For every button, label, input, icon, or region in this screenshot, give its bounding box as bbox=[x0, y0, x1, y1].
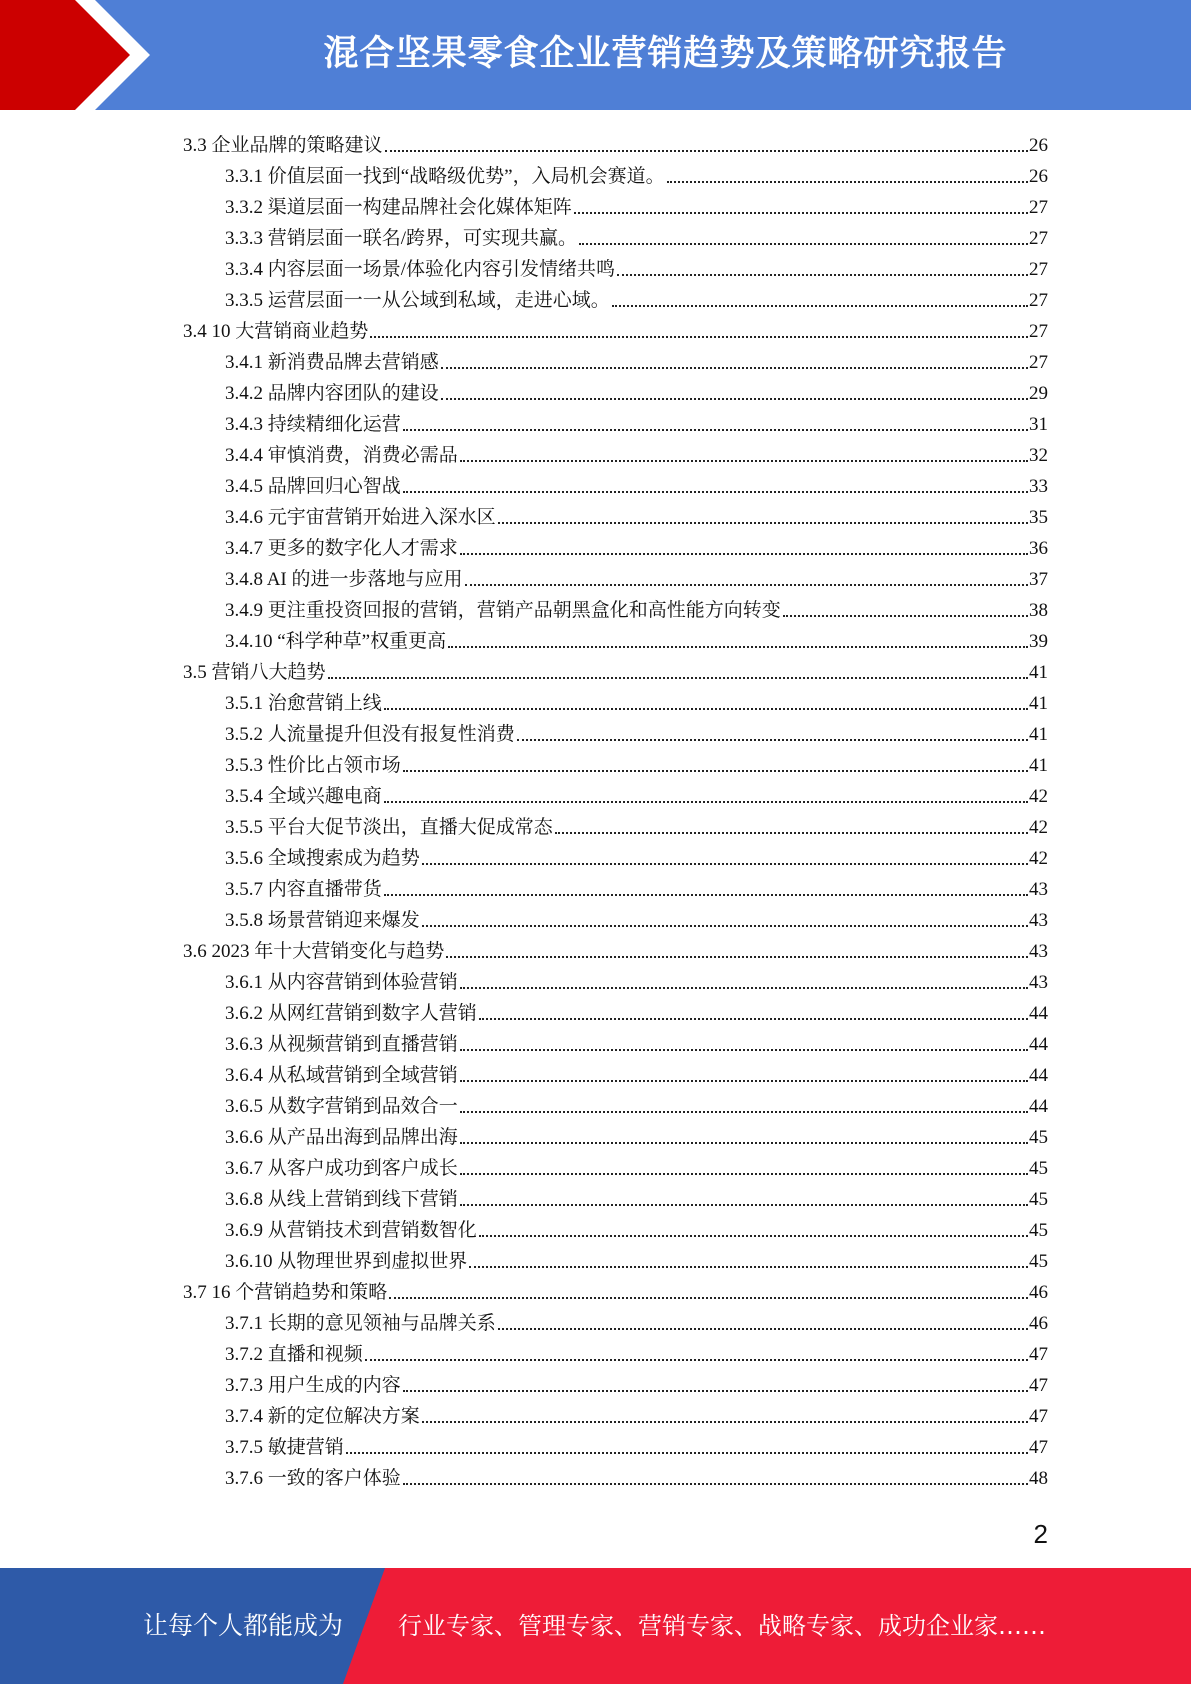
dot-leader bbox=[460, 1173, 1028, 1175]
toc-entry-page: 42 bbox=[1029, 786, 1048, 807]
toc-entry-title: 3.6 2023 年十大营销变化与趋势 bbox=[183, 941, 445, 962]
toc-entry-page: 44 bbox=[1029, 1096, 1048, 1117]
toc-entry[interactable] bbox=[183, 654, 1048, 685]
toc-entry-page: 45 bbox=[1029, 1189, 1048, 1210]
toc-entry-page: 47 bbox=[1029, 1437, 1048, 1458]
toc-entry-title: 3.4.5 品牌回归心智战 bbox=[225, 476, 401, 497]
toc-entry-title: 3.5.5 平台大促节淡出，直播大促成常态 bbox=[225, 817, 553, 838]
toc-entry[interactable] bbox=[183, 127, 1048, 158]
dot-leader bbox=[460, 1049, 1028, 1051]
dot-leader bbox=[579, 243, 1028, 245]
toc-entry[interactable] bbox=[225, 1088, 1048, 1119]
toc-entry-page: 31 bbox=[1029, 414, 1048, 435]
toc-entry-title: 3.4.9 更注重投资回报的营销，营销产品朝黑盒化和高性能方向转变 bbox=[225, 600, 781, 621]
toc-entry-title: 3.4.7 更多的数字化人才需求 bbox=[225, 538, 458, 559]
dot-leader bbox=[498, 1328, 1028, 1330]
dot-leader bbox=[469, 1266, 1028, 1268]
toc-entry[interactable] bbox=[225, 809, 1048, 840]
toc-entry-title: 3.6.10 从物理世界到虚拟世界 bbox=[225, 1251, 468, 1272]
dot-leader bbox=[384, 801, 1028, 803]
toc-entry-title: 3.6.9 从营销技术到营销数智化 bbox=[225, 1220, 477, 1241]
dot-leader bbox=[346, 1452, 1028, 1454]
dot-leader bbox=[385, 150, 1028, 152]
toc-entry[interactable] bbox=[225, 1057, 1048, 1088]
toc-entry[interactable] bbox=[225, 716, 1048, 747]
toc-entry-page: 47 bbox=[1029, 1375, 1048, 1396]
toc-entry-title: 3.5.2 人流量提升但没有报复性消费 bbox=[225, 724, 515, 745]
toc-entry-page: 26 bbox=[1029, 135, 1048, 156]
dot-leader bbox=[517, 739, 1028, 741]
toc-entry-title: 3.7.1 长期的意见领袖与品牌关系 bbox=[225, 1313, 496, 1334]
toc-entry[interactable] bbox=[225, 282, 1048, 313]
page-number: 2 bbox=[1033, 1519, 1048, 1549]
toc-entry-page: 47 bbox=[1029, 1344, 1048, 1365]
toc-entry[interactable] bbox=[225, 406, 1048, 437]
dot-leader bbox=[460, 553, 1028, 555]
toc-entry-title: 3.4 10 大营销商业趋势 bbox=[183, 321, 369, 342]
toc-entry[interactable] bbox=[225, 220, 1048, 251]
toc-entry[interactable] bbox=[225, 778, 1048, 809]
toc-entry-page: 45 bbox=[1029, 1220, 1048, 1241]
dot-leader bbox=[460, 460, 1028, 462]
toc-entry-page: 27 bbox=[1029, 290, 1048, 311]
toc-entry-page: 43 bbox=[1029, 879, 1048, 900]
toc-entry-page: 43 bbox=[1029, 910, 1048, 931]
dot-leader bbox=[403, 1390, 1028, 1392]
toc-entry[interactable] bbox=[225, 902, 1048, 933]
toc-entry[interactable] bbox=[225, 1429, 1048, 1460]
dot-leader bbox=[498, 522, 1028, 524]
toc-entry[interactable] bbox=[225, 375, 1048, 406]
dot-leader bbox=[403, 429, 1028, 431]
dot-leader bbox=[460, 1111, 1028, 1113]
toc-entry[interactable] bbox=[225, 1336, 1048, 1367]
dot-leader bbox=[460, 1142, 1028, 1144]
toc-entry-title: 3.3.3 营销层面一联名/跨界，可实现共赢。 bbox=[225, 228, 578, 249]
toc-entry-title: 3.3.2 渠道层面一构建品牌社会化媒体矩阵 bbox=[225, 197, 572, 218]
report-title: 混合坚果零食企业营销趋势及策略研究报告 bbox=[323, 34, 1008, 74]
dot-leader bbox=[422, 925, 1028, 927]
toc-entry[interactable] bbox=[225, 158, 1048, 189]
toc-entry-page: 32 bbox=[1029, 445, 1048, 466]
toc-entry-page: 42 bbox=[1029, 848, 1048, 869]
toc-entry-title: 3.6.7 从客户成功到客户成长 bbox=[225, 1158, 458, 1179]
toc-entry-title: 3.4.10 “科学种草”权重更高 bbox=[225, 631, 447, 652]
dot-leader bbox=[612, 305, 1028, 307]
toc-entry-page: 29 bbox=[1029, 383, 1048, 404]
toc-entry-page: 45 bbox=[1029, 1127, 1048, 1148]
dot-leader bbox=[422, 1421, 1028, 1423]
dot-leader bbox=[328, 677, 1028, 679]
toc-entry[interactable] bbox=[225, 189, 1048, 220]
dot-leader bbox=[403, 1483, 1028, 1485]
toc-entry-page: 46 bbox=[1029, 1282, 1048, 1303]
toc-entry-title: 3.5.3 性价比占领市场 bbox=[225, 755, 401, 776]
red-chevron-icon bbox=[0, 0, 160, 110]
toc-entry-title: 3.3.5 运营层面一一从公域到私域，走进心域。 bbox=[225, 290, 610, 311]
toc-entry[interactable] bbox=[225, 1026, 1048, 1057]
toc-entry[interactable] bbox=[225, 1119, 1048, 1150]
toc-entry-title: 3.6.6 从产品出海到品牌出海 bbox=[225, 1127, 458, 1148]
toc-entry-page: 33 bbox=[1029, 476, 1048, 497]
toc-entry-page: 41 bbox=[1029, 724, 1048, 745]
toc-entry[interactable] bbox=[183, 1274, 1048, 1305]
dot-leader bbox=[460, 987, 1028, 989]
toc-entry-title: 3.3 企业品牌的策略建议 bbox=[183, 135, 383, 156]
toc-entry-title: 3.5.4 全域兴趣电商 bbox=[225, 786, 382, 807]
toc-entry-page: 41 bbox=[1029, 755, 1048, 776]
toc-entry-page: 45 bbox=[1029, 1251, 1048, 1272]
toc-entry[interactable] bbox=[225, 251, 1048, 282]
dot-leader bbox=[479, 1235, 1028, 1237]
toc-entry-page: 43 bbox=[1029, 972, 1048, 993]
toc-entry[interactable] bbox=[225, 1150, 1048, 1181]
toc-entry-title: 3.4.8 AI 的进一步落地与应用 bbox=[225, 569, 463, 590]
toc-entry-title: 3.5 营销八大趋势 bbox=[183, 662, 326, 683]
toc-entry[interactable] bbox=[225, 1305, 1048, 1336]
footer-slogan-left: 让每个人都能成为 bbox=[143, 1611, 344, 1640]
toc-entry[interactable] bbox=[225, 1212, 1048, 1243]
toc-entry[interactable] bbox=[225, 530, 1048, 561]
toc-entry-page: 38 bbox=[1029, 600, 1048, 621]
toc-entry[interactable] bbox=[225, 437, 1048, 468]
dot-leader bbox=[384, 708, 1028, 710]
toc-entry[interactable] bbox=[225, 685, 1048, 716]
dot-leader bbox=[460, 1080, 1028, 1082]
dot-leader bbox=[479, 1018, 1028, 1020]
toc-entry-title: 3.6.8 从线上营销到线下营销 bbox=[225, 1189, 458, 1210]
toc-entry-title: 3.5.8 场景营销迎来爆发 bbox=[225, 910, 420, 931]
footer-banner bbox=[0, 1568, 1191, 1684]
toc-entry-page: 27 bbox=[1029, 259, 1048, 280]
toc-entry-page: 37 bbox=[1029, 569, 1048, 590]
toc-entry[interactable] bbox=[225, 1367, 1048, 1398]
toc-entry[interactable] bbox=[225, 468, 1048, 499]
dot-leader bbox=[365, 1359, 1028, 1361]
toc-entry-title: 3.4.1 新消费品牌去营销感 bbox=[225, 352, 439, 373]
toc-entry[interactable] bbox=[183, 933, 1048, 964]
toc-entry[interactable] bbox=[225, 561, 1048, 592]
dot-leader bbox=[370, 336, 1028, 338]
toc-entry-page: 39 bbox=[1029, 631, 1048, 652]
toc-entry-page: 44 bbox=[1029, 1065, 1048, 1086]
toc-entry-title: 3.5.6 全域搜索成为趋势 bbox=[225, 848, 420, 869]
dot-leader bbox=[389, 1297, 1028, 1299]
toc-entry-page: 27 bbox=[1029, 352, 1048, 373]
toc-entry-title: 3.6.1 从内容营销到体验营销 bbox=[225, 972, 458, 993]
dot-leader bbox=[465, 584, 1028, 586]
toc-entry-page: 43 bbox=[1029, 941, 1048, 962]
toc-entry-page: 44 bbox=[1029, 1034, 1048, 1055]
toc-entry-title: 3.5.1 治愈营销上线 bbox=[225, 693, 382, 714]
dot-leader bbox=[422, 863, 1028, 865]
toc-entry[interactable] bbox=[225, 840, 1048, 871]
toc-entry-page: 26 bbox=[1029, 166, 1048, 187]
toc-entry[interactable] bbox=[225, 1243, 1048, 1274]
toc-entry[interactable] bbox=[225, 1398, 1048, 1429]
toc-entry-page: 41 bbox=[1029, 693, 1048, 714]
dot-leader bbox=[384, 894, 1028, 896]
toc-entry[interactable] bbox=[225, 1460, 1048, 1491]
toc-entry[interactable] bbox=[225, 592, 1048, 623]
toc-entry-title: 3.7.5 敏捷营销 bbox=[225, 1437, 344, 1458]
toc-entry-title: 3.6.3 从视频营销到直播营销 bbox=[225, 1034, 458, 1055]
dot-leader bbox=[403, 770, 1028, 772]
dot-leader bbox=[460, 1204, 1028, 1206]
dot-leader bbox=[448, 646, 1028, 648]
toc-entry[interactable] bbox=[225, 1181, 1048, 1212]
toc-entry-title: 3.7.4 新的定位解决方案 bbox=[225, 1406, 420, 1427]
toc-entry-title: 3.6.4 从私域营销到全域营销 bbox=[225, 1065, 458, 1086]
toc-entry-title: 3.4.4 审慎消费，消费必需品 bbox=[225, 445, 458, 466]
toc-entry-title: 3.4.2 品牌内容团队的建设 bbox=[225, 383, 439, 404]
toc-entry-page: 27 bbox=[1029, 228, 1048, 249]
toc-entry-page: 48 bbox=[1029, 1468, 1048, 1489]
toc-entry[interactable] bbox=[225, 747, 1048, 778]
toc-entry-title: 3.3.4 内容层面一场景/体验化内容引发情绪共鸣 bbox=[225, 259, 616, 280]
toc-entry-title: 3.7.6 一致的客户体验 bbox=[225, 1468, 401, 1489]
toc-entry-title: 3.3.1 价值层面一找到“战略级优势”，入局机会赛道。 bbox=[225, 166, 665, 187]
footer-slogan-right: 行业专家、管理专家、营销专家、战略专家、成功企业家…… bbox=[398, 1612, 1046, 1640]
toc-entry-page: 46 bbox=[1029, 1313, 1048, 1334]
toc-entry-title: 3.6.2 从网红营销到数字人营销 bbox=[225, 1003, 477, 1024]
toc-entry-title: 3.5.7 内容直播带货 bbox=[225, 879, 382, 900]
toc-entry[interactable] bbox=[225, 499, 1048, 530]
dot-leader bbox=[574, 212, 1028, 214]
toc-entry-title: 3.7.3 用户生成的内容 bbox=[225, 1375, 401, 1396]
dot-leader bbox=[555, 832, 1028, 834]
dot-leader bbox=[403, 491, 1028, 493]
toc-entry[interactable] bbox=[183, 313, 1048, 344]
report-header bbox=[0, 0, 1191, 110]
toc-entry[interactable] bbox=[225, 995, 1048, 1026]
dot-leader bbox=[617, 274, 1028, 276]
toc-entry-page: 45 bbox=[1029, 1158, 1048, 1179]
toc-entry-title: 3.7 16 个营销趋势和策略 bbox=[183, 1282, 388, 1303]
toc-entry-title: 3.6.5 从数字营销到品效合一 bbox=[225, 1096, 458, 1117]
toc-entry[interactable] bbox=[225, 871, 1048, 902]
dot-leader bbox=[446, 956, 1028, 958]
toc-entry-page: 42 bbox=[1029, 817, 1048, 838]
toc-entry-page: 35 bbox=[1029, 507, 1048, 528]
toc-entry-page: 27 bbox=[1029, 321, 1048, 342]
toc-entry-page: 47 bbox=[1029, 1406, 1048, 1427]
toc-entry-page: 41 bbox=[1029, 662, 1048, 683]
dot-leader bbox=[783, 615, 1028, 617]
toc-entry-page: 27 bbox=[1029, 197, 1048, 218]
toc-entry[interactable] bbox=[225, 964, 1048, 995]
toc-entry-title: 3.7.2 直播和视频 bbox=[225, 1344, 363, 1365]
dot-leader bbox=[441, 398, 1028, 400]
toc-entry[interactable] bbox=[225, 344, 1048, 375]
dot-leader bbox=[441, 367, 1028, 369]
toc-entry[interactable] bbox=[225, 623, 1048, 654]
toc-entry-page: 36 bbox=[1029, 538, 1048, 559]
toc-entry-page: 44 bbox=[1029, 1003, 1048, 1024]
dot-leader bbox=[667, 181, 1028, 183]
toc-entry-title: 3.4.6 元宇宙营销开始进入深水区 bbox=[225, 507, 496, 528]
toc-entry-title: 3.4.3 持续精细化运营 bbox=[225, 414, 401, 435]
